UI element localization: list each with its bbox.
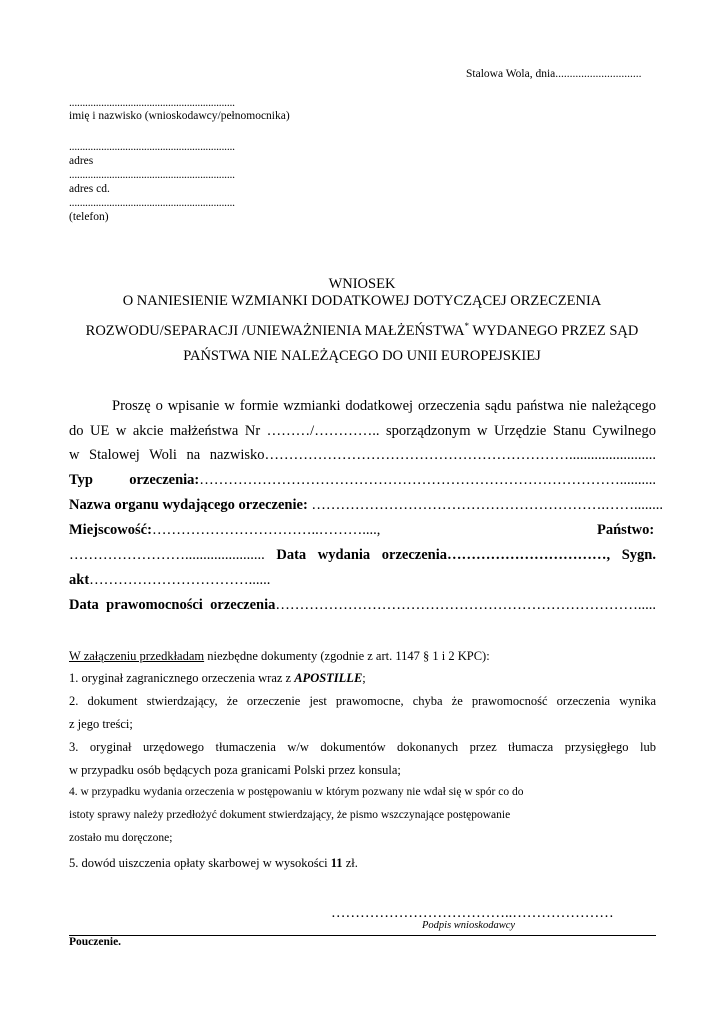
place-date-field[interactable]: Stalowa Wola, dnia.............................. [466, 68, 642, 80]
request-line1: Proszę o wpisanie w formie wzmianki dodatkowej orzeczenia sądu państwa nie należącego [112, 398, 656, 414]
case-number-row [69, 572, 270, 589]
issuing-organ-label: Nazwa organu wydającego orzeczenie: [69, 497, 308, 513]
issuing-organ-row [69, 497, 664, 514]
issue-date-row [69, 547, 656, 564]
finality-date-label: Data prawomocności orzeczenia [69, 597, 276, 613]
decision-type-field[interactable]: …………………………………………………………………………….......... [199, 472, 656, 488]
attachment-item-4-line1: 4. w przypadku wydania orzeczenia w postępowaniu w którym pozwany nie wdał się w spór co do [69, 786, 524, 798]
attachment-item-1: 1. oryginał zagranicznego orzeczenia wraz z APOSTILLE; [69, 671, 366, 685]
name-label: imię i nazwisko (wnioskodawcy/pełnomocnika) [69, 110, 290, 122]
finality-date-row [69, 597, 656, 614]
request-line2: do UE w akcie małżeństwa Nr ………/………….. sporządzonym w Urzędzie Stanu Cywilnego [69, 423, 656, 439]
attachment-item-4-line2: istoty sprawy należy przedłożyć dokument stwierdzający, że pismo wszczynające postępowanie [69, 809, 511, 821]
request-line3: w Stalowej Woli na nazwisko………………………………………………………........................ [69, 447, 656, 463]
decision-type-row [69, 472, 656, 489]
decision-type-label: Typ orzeczenia: [69, 472, 200, 488]
title-line4: PAŃSTWA NIE NALEŻĄCEGO DO UNII EUROPEJSKIEJ [183, 348, 541, 364]
footer-divider [69, 935, 656, 936]
address2-label: adres cd. [69, 183, 110, 195]
attachment-item-2-line1: 2. dokument stwierdzający, że orzeczenie jest prawomocne, chyba że prawomocność orzeczenia wynika [69, 694, 656, 708]
footnote-mark: * [464, 321, 470, 331]
case-number-field[interactable]: ……………………………...... [89, 572, 271, 588]
locality-row [69, 522, 380, 539]
signature-label: Podpis wnioskodawcy [422, 920, 516, 931]
signature-field[interactable]: ………………………………..………………… [331, 905, 614, 921]
attachment-item-5: 5. dowód uiszczenia opłaty skarbowej w wysokości 11 zł. [69, 856, 358, 870]
finality-date-field[interactable]: …………………………………………………………………..... [275, 597, 656, 613]
phone-dots[interactable]: .............................................................. [69, 197, 235, 209]
issuing-organ-field[interactable]: …………………………………………………….……........ [307, 497, 664, 513]
attachment-item-2-line2: z jego treści; [69, 717, 133, 731]
issue-date-label: Data wydania orzeczenia [276, 547, 447, 563]
title-wniosek: WNIOSEK [328, 276, 396, 292]
case-number-label: akt [69, 572, 90, 588]
attachment-item-4-line3: zostało mu doręczone; [69, 832, 173, 844]
instructions-heading: Pouczenie. [69, 936, 122, 948]
phone-label: (telefon) [69, 211, 109, 223]
attachments-heading: W załączeniu przedkładam niezbędne dokumenty (zgodnie z art. 1147 § 1 i 2 KPC): [69, 649, 490, 663]
address-label: adres [69, 155, 94, 167]
country-label: Państwo: [597, 522, 655, 538]
country-field[interactable]: ……………………...................... [69, 547, 265, 563]
name-dots[interactable]: .............................................................. [69, 97, 235, 109]
title-line2: O NANIESIENIE WZMIANKI DODATKOWEJ DOTYCZĄCEJ ORZECZENIA [122, 293, 602, 309]
locality-field[interactable]: ……………………………..………...., [151, 522, 381, 538]
attachment-item-3-line2: w przypadku osób będących poza granicami Polski przez konsula; [69, 763, 401, 777]
locality-label: Miejscowość: [69, 522, 152, 538]
attachment-item-3-line1: 3. oryginał urzędowego tłumaczenia w/w dokumentów dokonanych przez tłumacza przysięgłego lub [69, 740, 656, 754]
address2-dots[interactable]: .............................................................. [69, 169, 235, 181]
issue-date-field[interactable]: ……………………………, Sygn. [447, 547, 656, 563]
title-line3: ROZWODU/SEPARACJI /UNIEWAŻNIENIA MAŁŻEŃSTWA* WYDANEGO PRZEZ SĄD [85, 321, 639, 339]
address-dots[interactable]: .............................................................. [69, 141, 235, 153]
